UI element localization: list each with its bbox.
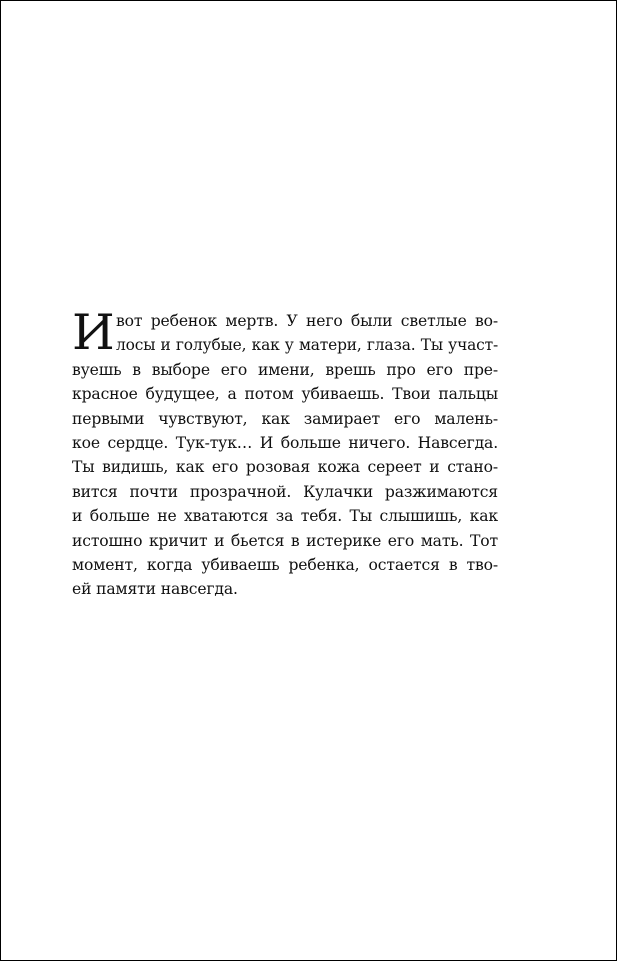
text-line: ей памяти навсегда. (72, 580, 238, 599)
drop-cap: И (72, 304, 115, 361)
text-line: вится почти прозрачной. Кулачки разжимаются (72, 482, 498, 501)
text-line: вот ребенок мертв. У него были светлые во- (116, 312, 498, 330)
text-line: красное будущее, а потом убиваешь. Твои пальцы (72, 385, 498, 404)
text-line: момент, когда убиваешь ребенка, остается в тво- (72, 555, 498, 574)
text-line: Ты видишь, как его розовая кожа сереет и стано- (72, 458, 498, 477)
text-line: вуешь в выборе его имени, врешь про его пре- (72, 360, 498, 379)
text-line: кое сердце. Тук-тук… И больше ничего. Навсегда. (72, 433, 498, 452)
text-line: и больше не хватаются за тебя. Ты слышишь, как (72, 507, 498, 526)
paragraph (72, 304, 498, 602)
text-line: истошно кричит и бьется в истерике его мать. Тот (72, 531, 498, 550)
text-line: первыми чувствуют, как замирает его малень- (72, 409, 498, 428)
text-line: лосы и голубые, как у матери, глаза. Ты участ- (116, 336, 498, 355)
